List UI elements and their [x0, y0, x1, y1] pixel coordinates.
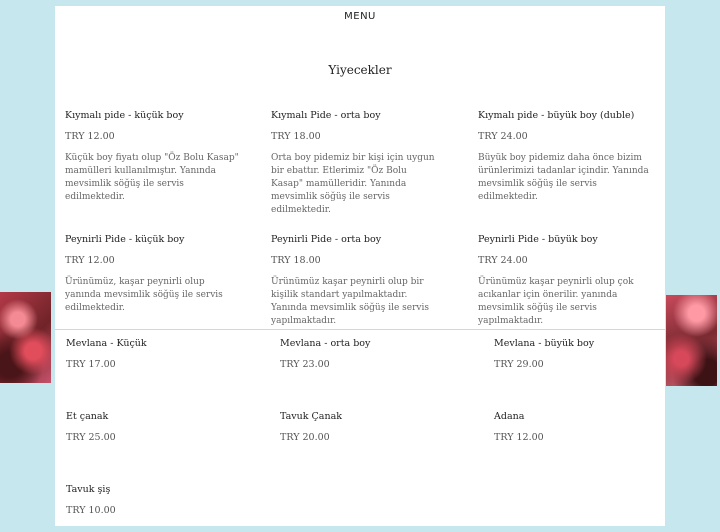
- item-name: Kıymalı Pide - orta boy: [271, 110, 381, 121]
- item-price: TRY 18.00: [271, 255, 321, 266]
- item-description: Ürünümüz kaşar peynirli olup çok acıkanlar için önerilir. yanında mevsimlik söğüş ile servis yapılmaktadır.: [478, 277, 634, 326]
- item-description: Ürünümüz, kaşar peynirli olup yanında mevsimlik söğüş ile servis edilmektedir.: [65, 277, 223, 313]
- menu-item-mevlana-orta[interactable]: [280, 338, 470, 370]
- item-price: TRY 10.00: [66, 505, 116, 516]
- menu-item-kiymali-orta[interactable]: [271, 110, 441, 217]
- item-name: Peynirli Pide - küçük boy: [65, 234, 185, 245]
- item-price: TRY 23.00: [280, 359, 330, 370]
- menu-item-adana[interactable]: [494, 411, 654, 443]
- item-description: Küçük boy fiyatı olup "Öz Bolu Kasap" mamülleri kullanılmıştır. Yanında mevsimlik söğüş ile servis edilmektedir.: [65, 153, 239, 202]
- item-price: TRY 25.00: [66, 432, 116, 443]
- item-description: Orta boy pidemiz bir kişi için uygun bir ebattır. Etlerimiz "Öz Bolu Kasap" mamülleridir. Yanında mevsimlik söğüş ile servis edilmektedir.: [271, 153, 435, 215]
- item-price: TRY 12.00: [494, 432, 544, 443]
- menu-title[interactable]: MENU: [344, 11, 376, 22]
- menu-item-mevlana-kucuk[interactable]: [66, 338, 256, 370]
- item-name: Mevlana - büyük boy: [494, 338, 595, 349]
- item-name: Peynirli Pide - orta boy: [271, 234, 382, 245]
- item-name: Tavuk şiş: [66, 484, 111, 495]
- menu-item-peynirli-orta[interactable]: [271, 234, 446, 328]
- menu-page: [55, 6, 665, 526]
- item-price: TRY 24.00: [478, 255, 528, 266]
- item-price: TRY 17.00: [66, 359, 116, 370]
- item-name: Adana: [494, 411, 525, 422]
- menu-item-peynirli-kucuk[interactable]: [65, 234, 235, 315]
- item-name: Et çanak: [66, 411, 109, 422]
- menu-item-et-canak[interactable]: [66, 411, 256, 443]
- item-price: TRY 24.00: [478, 131, 528, 142]
- item-description: Ürünümüz kaşar peynirli olup bir kişilik standart yapılmaktadır. Yanında mevsimlik söğüş ile servis yapılmaktadır.: [271, 277, 429, 326]
- item-name: Mevlana - orta boy: [280, 338, 371, 349]
- item-price: TRY 12.00: [65, 255, 115, 266]
- menu-item-mevlana-buyuk[interactable]: [494, 338, 654, 370]
- food-photo-left: [0, 292, 51, 383]
- food-photo-right: [666, 295, 717, 386]
- menu-item-peynirli-buyuk[interactable]: [478, 234, 650, 328]
- menu-item-tavuk-canak[interactable]: [280, 411, 470, 443]
- item-name: Kıymalı pide - küçük boy: [65, 110, 184, 121]
- section-divider: [55, 329, 665, 330]
- item-name: Mevlana - Küçük: [66, 338, 147, 349]
- menu-item-tavuk-sis[interactable]: [66, 484, 256, 516]
- item-name: Tavuk Çanak: [280, 411, 342, 422]
- menu-item-kiymali-buyuk[interactable]: [478, 110, 653, 204]
- item-name: Kıymalı pide - büyük boy (duble): [478, 110, 635, 121]
- menu-item-kiymali-kucuk[interactable]: [65, 110, 240, 204]
- item-price: TRY 20.00: [280, 432, 330, 443]
- item-price: TRY 12.00: [65, 131, 115, 142]
- item-name: Peynirli Pide - büyük boy: [478, 234, 598, 245]
- section-title: Yiyecekler: [328, 63, 392, 77]
- item-price: TRY 29.00: [494, 359, 544, 370]
- item-description: Büyük boy pidemiz daha önce bizim ürünlerimizi tadanlar içindir. Yanında mevsimlik söğüş ile servis edilmektedir.: [478, 153, 649, 202]
- item-price: TRY 18.00: [271, 131, 321, 142]
